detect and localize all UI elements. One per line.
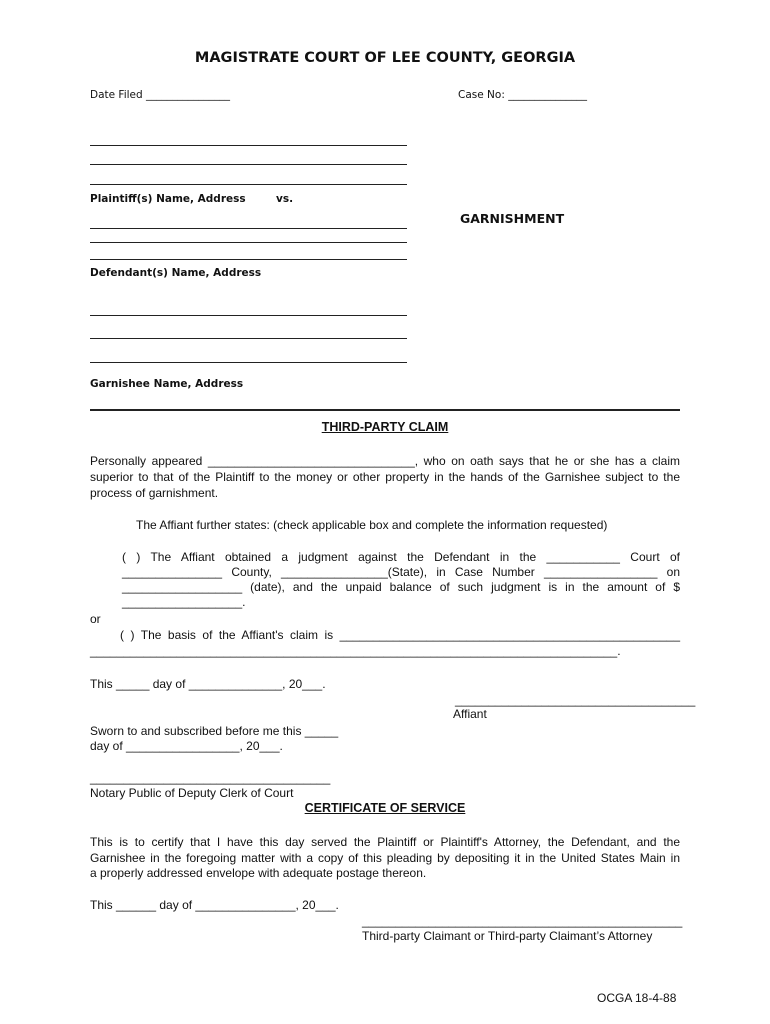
garnishee-label: Garnishee Name, Address: [90, 378, 244, 390]
affiant-further-states: The Affiant further states: (check applicable box and complete the information requested): [136, 518, 608, 532]
plaintiff-line-2: [90, 164, 407, 165]
certificate-line-2: Garnishee in the foregoing matter with a copy of this pleading by depositing it in the United States Main in: [90, 851, 680, 865]
defendant-line-3: [90, 259, 407, 260]
option-1-line-1: ( ) The Affiant obtained a judgment against the Defendant in the ___________ Court of: [122, 550, 680, 564]
affiant-signature-line: ____________________________________: [455, 693, 696, 707]
garnishee-line-2: [90, 338, 407, 339]
claimant-label: Third-party Claimant or Third-party Claimant’s Attorney: [362, 929, 653, 943]
court-title: MAGISTRATE COURT OF LEE COUNTY, GEORGIA: [194, 50, 576, 66]
versus-label: vs.: [276, 193, 294, 205]
option-2-line-2: _______________________________________________________________________________.: [90, 644, 621, 658]
claim-date-line: This _____ day of ______________, 20___.: [90, 677, 326, 691]
certificate-line-3: a properly addressed envelope with adequate postage thereon.: [90, 866, 427, 880]
section-divider: [90, 409, 680, 411]
third-party-claim-heading: THIRD-PARTY CLAIM: [321, 420, 449, 434]
notary-signature-line: ____________________________________: [90, 771, 331, 785]
affiant-label: Affiant: [453, 707, 487, 721]
case-number-field: Case No: _______________: [458, 89, 587, 101]
intro-line-2: superior to that of the Plaintiff to the money or other property in the hands of the Garnishee subject to the: [90, 470, 680, 484]
intro-line-1: Personally appeared _______________________________, who on oath says that he or she has a claim: [90, 454, 680, 468]
certificate-line-1: This is to certify that I have this day served the Plaintiff or Plaintiff's Attorney, the Defendant, and the: [90, 835, 680, 849]
plaintiff-line-1: [90, 145, 407, 146]
option-2-line-1: ( ) The basis of the Affiant's claim is ___________________________________________________: [120, 628, 680, 642]
sworn-line-1: Sworn to and subscribed before me this _____: [90, 724, 339, 738]
date-filed-field: Date Filed ________________: [90, 89, 231, 101]
option-1-line-4: __________________.: [122, 595, 246, 609]
statute-code: OCGA 18-4-88: [597, 991, 677, 1005]
certificate-date-line: This ______ day of _______________, 20___.: [90, 898, 339, 912]
defendant-line-2: [90, 242, 407, 243]
intro-line-3: process of garnishment.: [90, 486, 219, 500]
or-label: or: [90, 612, 101, 626]
option-1-line-3: __________________ (date), and the unpaid balance of such judgment is in the amount of $: [122, 580, 680, 594]
notary-label: Notary Public of Deputy Clerk of Court: [90, 786, 294, 800]
garnishee-line-3: [90, 362, 407, 363]
claimant-signature-line: ________________________________________________: [362, 914, 683, 928]
defendant-label: Defendant(s) Name, Address: [90, 267, 262, 279]
plaintiff-line-3: [90, 184, 407, 185]
defendant-line-1: [90, 228, 407, 229]
sworn-line-2: day of _________________, 20___.: [90, 739, 283, 753]
plaintiff-label: Plaintiff(s) Name, Address: [90, 193, 246, 205]
certificate-heading: CERTIFICATE OF SERVICE: [304, 801, 466, 815]
garnishment-heading: GARNISHMENT: [460, 211, 565, 226]
option-1-line-2: _______________ County, ________________(State), in Case Number _________________ on: [122, 565, 680, 579]
garnishee-line-1: [90, 315, 407, 316]
